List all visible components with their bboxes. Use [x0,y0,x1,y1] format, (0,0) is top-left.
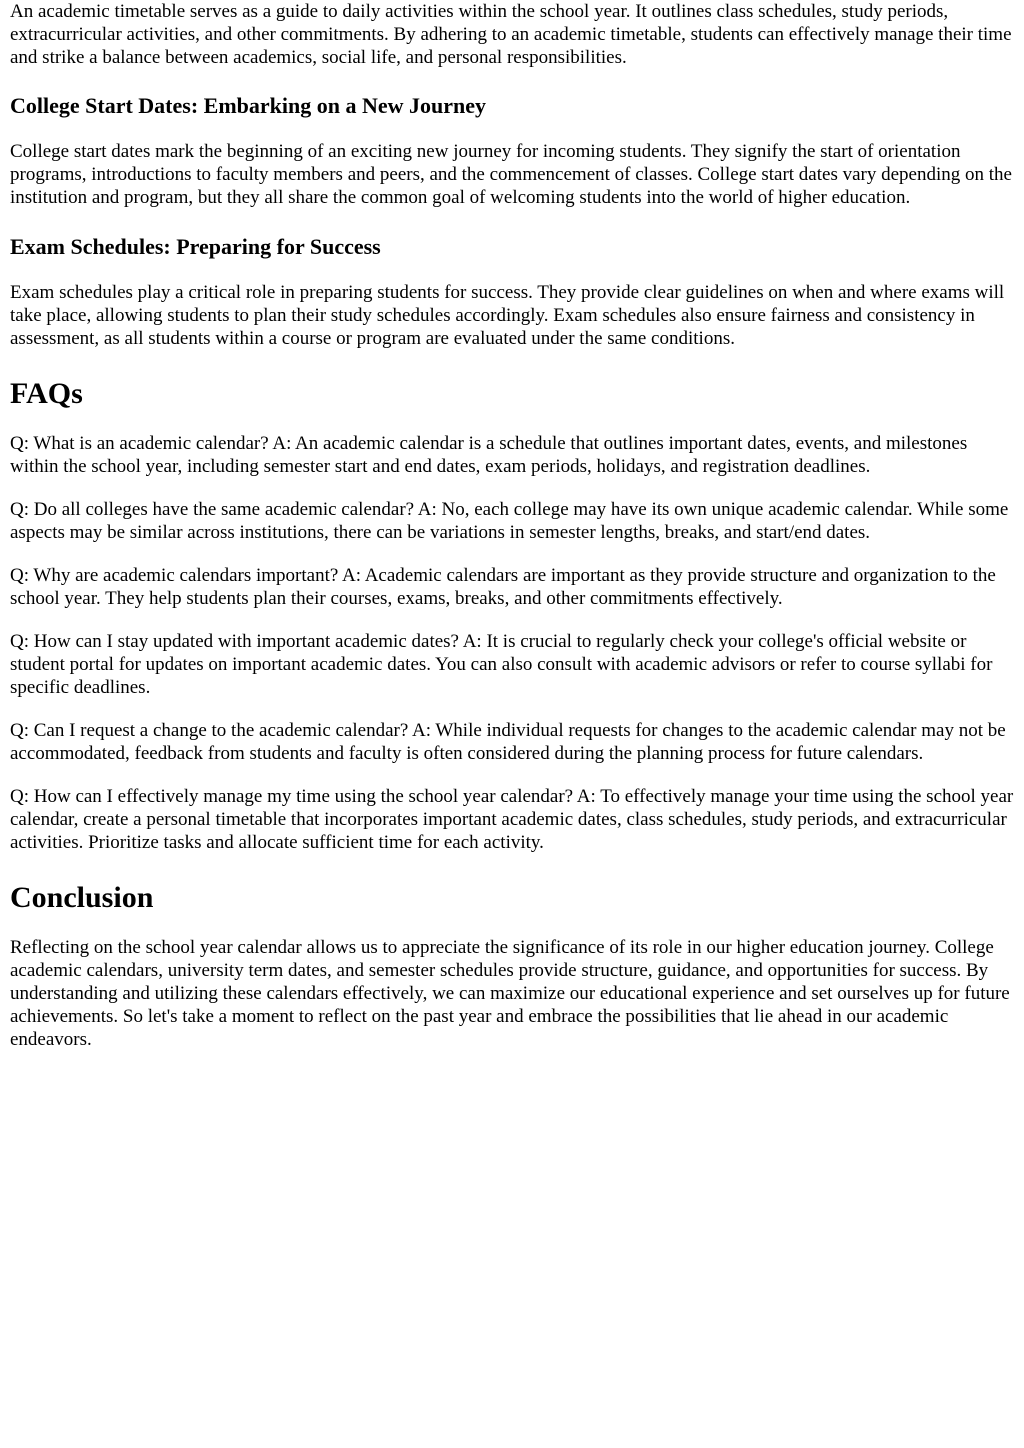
faq-item: Q: Why are academic calendars important? A: Academic calendars are important as they provide structure and organization to the school year. They help students plan their courses, exams, breaks, and other commitments effectively. [10,565,996,609]
faqs-heading: FAQs [10,377,83,410]
exam-schedules-heading: Exam Schedules: Preparing for Success [10,234,381,259]
conclusion-paragraph: Reflecting on the school year calendar allows us to appreciate the significance of its role in our higher education journey. College academic calendars, university term dates, and semester schedules provide structure, guidance, and opportunities for success. By understanding and utilizing these calendars effectively, we can maximize our educational experience and set ourselves up for future achievements. So let's take a moment to reflect on the past year and embrace the possibilities that lie ahead in our academic endeavors. [10,937,1010,1050]
intro-paragraph: An academic timetable serves as a guide to daily activities within the school year. It outlines class schedules, study periods, extracurricular activities, and other commitments. By adhering to an academic timetable, students can effectively manage their time and strike a balance between academics, social life, and personal responsibilities. [10,1,1012,68]
faq-item: Q: Can I request a change to the academic calendar? A: While individual requests for changes to the academic calendar may not be accommodated, feedback from students and faculty is often considered during the planning process for future calendars. [10,720,1006,764]
faq-item: Q: How can I effectively manage my time using the school year calendar? A: To effectively manage your time using the school year calendar, create a personal timetable that incorporates important academic dates, class schedules, study periods, and extracurricular activities. Prioritize tasks and allocate sufficient time for each activity. [10,786,1014,853]
college-start-heading: College Start Dates: Embarking on a New Journey [10,93,487,118]
exam-schedules-paragraph: Exam schedules play a critical role in preparing students for success. They provide clear guidelines on when and where exams will take place, allowing students to plan their study schedules accordingly. Exam schedules also ensure fairness and consistency in assessment, as all students within a course or program are evaluated under the same conditions. [10,282,1005,349]
college-start-paragraph: College start dates mark the beginning of an exciting new journey for incoming students. They signify the start of orientation programs, introductions to faculty members and peers, and the commencement of classes. College start dates vary depending on the institution and program, but they all share the common goal of welcoming students into the world of higher education. [10,141,1012,208]
faq-item: Q: What is an academic calendar? A: An academic calendar is a schedule that outlines important dates, events, and milestones within the school year, including semester start and end dates, exam periods, holidays, and registration deadlines. [10,433,968,477]
faq-item: Q: How can I stay updated with important academic dates? A: It is crucial to regularly check your college's official website or student portal for updates on important academic dates. You can also consult with academic advisors or refer to course syllabi for specific deadlines. [10,631,993,698]
conclusion-heading: Conclusion [10,881,154,914]
faq-item: Q: Do all colleges have the same academic calendar? A: No, each college may have its own unique academic calendar. While some aspects may be similar across institutions, there can be variations in semester lengths, breaks, and start/end dates. [10,499,1009,543]
